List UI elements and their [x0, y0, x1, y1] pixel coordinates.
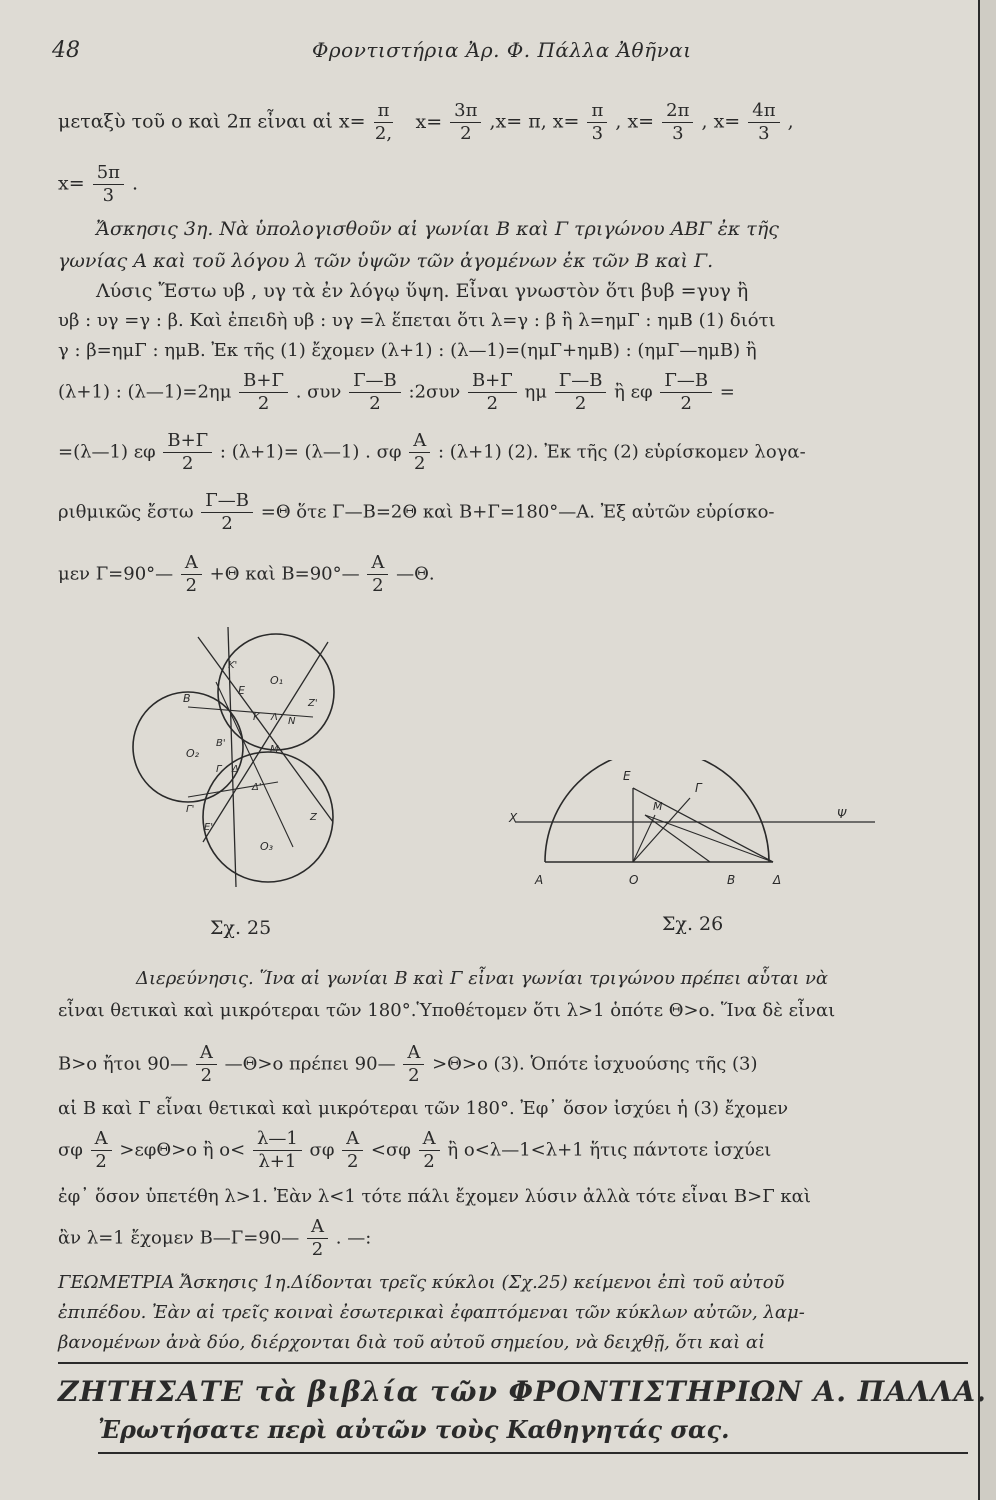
svg-text:Γ: Γ — [216, 764, 222, 775]
svg-text:Ο: Ο — [629, 873, 639, 887]
fraction: $\frac{4\pi}{3}$ — [748, 100, 779, 145]
figure-25-three-circles — [128, 622, 358, 892]
fraction: $\frac{A}{2}$ — [307, 1216, 328, 1261]
footer-rule — [58, 1362, 968, 1364]
page-number: 48 — [52, 38, 80, 63]
svg-text:Β: Β — [183, 692, 191, 705]
svg-text:Β': Β' — [216, 738, 226, 749]
text-line: =(λ—1) εφ $\frac{B+\Gamma}{2}$ : (λ+1)= (λ—1) . σφ $\frac{A}{2}$ : (λ+1) (2). Ἐκ τῆς (2) εὑρίσκομεν λογα- — [58, 430, 806, 474]
advert-line-1: ΖΗΤΗΣΑΤΕ τὰ βιβλία τῶν ΦΡΟΝΤΙΣΤΗΡΙΩΝ Α. ΠΑΛΛΑ. — [58, 1375, 987, 1408]
fraction: $\frac{\pi}{3}$ — [587, 100, 607, 145]
solution-line: Λύσις Ἔστω υβ , υγ τὰ ἐν λόγῳ ὕψη. Εἶναι γνωστὸν ὅτι βυβ =γυγ ἢ — [96, 280, 749, 302]
svg-text:Κ': Κ' — [228, 660, 238, 671]
text-line: ἂν λ=1 ἔχομεν Β—Γ=90— $\frac{A}{2}$ . —: — [58, 1216, 372, 1260]
fraction: $\frac{A}{2}$ — [91, 1128, 112, 1173]
figure-25-caption: Σχ. 25 — [210, 917, 272, 939]
fraction: $\frac{\Gamma—B}{2}$ — [660, 370, 712, 415]
svg-text:Λ: Λ — [271, 712, 278, 723]
svg-text:Χ: Χ — [509, 811, 518, 825]
fraction: $\frac{3\pi}{2}$ — [450, 100, 481, 145]
svg-text:Δ: Δ — [232, 764, 239, 775]
svg-text:Γ: Γ — [695, 781, 702, 795]
fraction: $\frac{B+\Gamma}{2}$ — [468, 370, 517, 415]
text-line: ριθμικῶς ἔστω $\frac{\Gamma—B}{2}$ =Θ ὅτε Γ—Β=2Θ καὶ Β+Γ=180°—Α. Ἐξ αὐτῶν εὑρίσκο- — [58, 490, 775, 534]
svg-text:Μ: Μ — [653, 800, 663, 813]
fraction: $\frac{\Gamma—B}{2}$ — [201, 490, 253, 535]
fraction: $\frac{\lambda—1}{\lambda+1}$ — [253, 1128, 302, 1173]
svg-text:Κ: Κ — [253, 712, 260, 723]
svg-text:Ψ: Ψ — [837, 807, 847, 821]
fraction: $\frac{A}{2}$ — [181, 552, 202, 597]
text-line: σφ $\frac{A}{2}$ >εφΘ>ο ἢ ο< $\frac{\lambda—1}{\lambda+1}$ σφ $\frac{A}{2}$ <σφ $\frac{A}{2}$ ἢ ο<λ—1<λ+1 ἥτις πάντοτε ἰσχύει — [58, 1128, 772, 1172]
text-line: βανομένων ἀνὰ δύο, διέρχονται διὰ τοῦ αὐτοῦ σημείου, νὰ δειχθῇ, ὅτι καὶ αἱ — [58, 1332, 766, 1353]
svg-text:Μ: Μ — [270, 744, 279, 755]
page-header — [52, 38, 952, 68]
fraction: $\frac{A}{2}$ — [342, 1128, 363, 1173]
svg-text:Ε: Ε — [238, 684, 245, 697]
advert-line-2: Ἐρωτήσατε περὶ αὐτῶν τοὺς Καθηγητάς σας. — [98, 1415, 730, 1444]
text-line: γ : β=ημΓ : ημΒ. Ἐκ τῆς (1) ἔχομεν (λ+1) : (λ—1)=(ημΓ+ημΒ) : (ημΓ—ημΒ) ἢ — [58, 340, 757, 361]
running-title: Φροντιστήρια Ἀρ. Φ. Πάλλα Ἀθῆναι — [312, 38, 692, 62]
fraction: $\frac{2\pi}{3}$ — [662, 100, 693, 145]
figure-26-semicircle — [505, 760, 875, 900]
fraction: $\frac{5\pi}{3}$ — [93, 162, 124, 207]
text-line: μεταξὺ τοῦ ο καὶ 2π εἶναι αἱ x= $\frac{\pi}{2,}$ x= $\frac{3\pi}{2}$ ,x= π, x= $\frac{\pi}{3}$ , x= $\frac{2\pi}{3}$ , x= $\frac{4\pi}{3}$ , — [58, 100, 794, 144]
circle-o1 — [218, 634, 334, 750]
svg-text:Ν: Ν — [288, 716, 296, 727]
fraction: $\frac{B+\Gamma}{2}$ — [239, 370, 288, 415]
fraction: $\frac{A}{2}$ — [409, 430, 430, 475]
svg-text:Δ': Δ' — [252, 782, 262, 793]
svg-text:Ζ: Ζ — [310, 812, 317, 823]
fraction: $\frac{B+\Gamma}{2}$ — [163, 430, 212, 475]
text-line: υβ : υγ =γ : β. Καὶ ἐπειδὴ υβ : υγ =λ ἕπεται ὅτι λ=γ : β ἢ λ=ημΓ : ημΒ (1) διότι — [58, 310, 776, 331]
fraction: $\frac{A}{2}$ — [367, 552, 388, 597]
text-line: (λ+1) : (λ—1)=2ημ $\frac{B+\Gamma}{2}$ . συν $\frac{\Gamma—B}{2}$ :2συν $\frac{B+\Gamma}{2}$ ημ $\frac{\Gamma—B}{2}$ ἢ εφ $\frac{\Gamma—B}{2}$ = — [58, 370, 735, 414]
text-line: ἐφ᾽ ὅσον ὑπετέθη λ>1. Ἐὰν λ<1 τότε πάλι ἔχομεν λύσιν ἀλλὰ τότε εἶναι Β>Γ καὶ — [58, 1186, 811, 1207]
advert-underline — [98, 1452, 968, 1454]
svg-text:Ε': Ε' — [204, 822, 214, 833]
text-line: αἱ Β καὶ Γ εἶναι θετικαὶ καὶ μικρότεραι τῶν 180°. Ἐφ᾽ ὅσον ἰσχύει ἡ (3) ἔχομεν — [58, 1098, 789, 1119]
fraction: $\frac{\Gamma—B}{2}$ — [349, 370, 401, 415]
text-line: γωνίας Α καὶ τοῦ λόγου λ τῶν ὑψῶν τῶν ἀγομένων ἐκ τῶν Β καὶ Γ. — [58, 250, 714, 272]
geometry-heading: ΓΕΩΜΕΤΡΙΑ Ἄσκησις 1η.Δίδονται τρεῖς κύκλοι (Σχ.25) κείμενοι ἐπὶ τοῦ αὐτοῦ — [58, 1272, 785, 1293]
text-line: εἶναι θετικαὶ καὶ μικρότεραι τῶν 180°.Ὑποθέτομεν ὅτι λ>1 ὁπότε Θ>ο. Ἵνα δὲ εἶναι — [58, 1000, 836, 1021]
text-line: Διερεύνησις. Ἵνα αἱ γωνίαι Β καὶ Γ εἶναι γωνίαι τριγώνου πρέπει αὗται νὰ — [136, 968, 829, 989]
svg-text:Ε: Ε — [623, 769, 631, 783]
fraction: $\frac{A}{2}$ — [403, 1042, 424, 1087]
svg-text:Ο₃: Ο₃ — [260, 840, 274, 853]
svg-text:Ο₂: Ο₂ — [186, 747, 200, 760]
svg-text:Γ': Γ' — [186, 804, 195, 815]
fraction: $\frac{A}{2}$ — [196, 1042, 217, 1087]
fraction: $\frac{\Gamma—B}{2}$ — [555, 370, 607, 415]
figure-26-caption: Σχ. 26 — [662, 913, 724, 935]
text-line: Β>ο ἤτοι 90— $\frac{A}{2}$ —Θ>ο πρέπει 90— $\frac{A}{2}$ >Θ>ο (3). Ὁπότε ἰσχυούσης τῆς (3) — [58, 1042, 758, 1086]
exercise-heading: Ἄσκησις 3η. Νὰ ὑπολογισθοῦν αἱ γωνίαι Β καὶ Γ τριγώνου ΑΒΓ ἐκ τῆς — [96, 218, 779, 240]
svg-text:Β: Β — [727, 873, 736, 887]
fraction: $\frac{\pi}{2,}$ — [374, 100, 393, 144]
text-line: μεν Γ=90°— $\frac{A}{2}$ +Θ καὶ Β=90°— $\frac{A}{2}$ —Θ. — [58, 552, 435, 596]
text-line: x= $\frac{5\pi}{3}$ . — [58, 162, 139, 206]
fraction: $\frac{A}{2}$ — [419, 1128, 440, 1173]
svg-text:Ζ': Ζ' — [308, 698, 318, 709]
text-line: ἐπιπέδου. Ἐὰν αἱ τρεῖς κοιναὶ ἐσωτερικαὶ ἐφαπτόμεναι τῶν κύκλων αὐτῶν, λαμ- — [58, 1302, 805, 1323]
svg-text:Α: Α — [535, 873, 544, 887]
svg-text:Δ: Δ — [773, 873, 782, 887]
svg-text:Ο₁: Ο₁ — [270, 674, 284, 687]
page-gutter — [980, 0, 996, 1500]
